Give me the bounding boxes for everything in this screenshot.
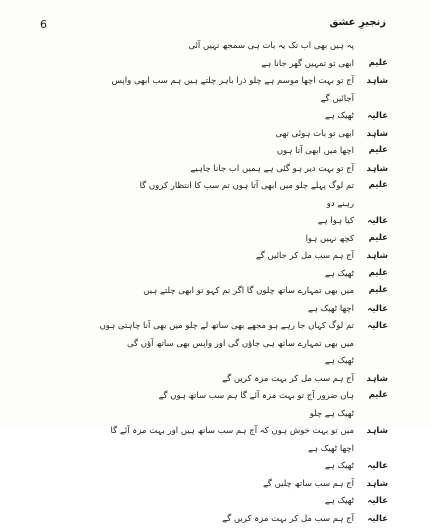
dialogue-line bbox=[88, 126, 388, 144]
speaker-name: عالیہ bbox=[358, 320, 388, 331]
dialogue-line bbox=[88, 458, 388, 476]
dialogue-text: ہاں ضرور آج تو بہت مزہ آئے گا ہم سب ساتھ ہوں گے bbox=[159, 390, 354, 401]
dialogue-text: کیا ہوا ہے bbox=[318, 215, 354, 226]
speaker-name: عالیہ bbox=[358, 513, 388, 524]
speaker-name: عالیہ bbox=[358, 495, 388, 506]
speaker-name: شاہد bbox=[358, 250, 388, 261]
dialogue-text: ابھی تو بات ہوئی تھی bbox=[276, 128, 354, 139]
dialogue-line bbox=[88, 161, 388, 179]
speaker-name: علیم bbox=[358, 233, 388, 243]
dialogue-text: رہنے دو bbox=[327, 198, 354, 209]
dialogue-line bbox=[88, 441, 388, 459]
speaker-name: عالیہ bbox=[358, 110, 388, 121]
dialogue-line bbox=[88, 336, 388, 354]
speaker-name: علیم bbox=[358, 390, 388, 400]
speaker-name: علیم bbox=[358, 180, 388, 190]
dialogue-line bbox=[88, 231, 388, 249]
dialogue-line bbox=[88, 56, 388, 74]
dialogue-text: ابھی تو تمہیں گھر جانا ہے bbox=[261, 58, 354, 69]
speaker-name: عالیہ bbox=[358, 215, 388, 226]
dialogue-text: اچھا ٹھیک ہے bbox=[308, 443, 354, 454]
dialogue-text: اچھا ٹھیک ہے bbox=[308, 303, 354, 314]
dialogue-text: کچھ نہیں ہوا bbox=[306, 233, 354, 244]
dialogue-line bbox=[88, 476, 388, 494]
speaker-name: علیم bbox=[358, 58, 388, 68]
dialogue-text: تم لوگ کہاں جا رہے ہو مجھے بھی ساتھ لے چلو میں بھی آنا چاہتی ہوں bbox=[100, 320, 354, 331]
dialogue-text: آج ہم سب مل کر بہت مزہ کریں گے bbox=[222, 373, 354, 384]
dialogue-line bbox=[88, 38, 388, 56]
dialogue-line bbox=[88, 353, 388, 371]
dialogue-text: ٹھیک ہے bbox=[325, 460, 354, 471]
speaker-name: شاہد bbox=[358, 478, 388, 489]
speaker-name: شاہد bbox=[358, 373, 388, 384]
dialogue-line bbox=[88, 178, 388, 196]
speaker-name: عالیہ bbox=[358, 460, 388, 471]
dialogue-text: آج ہم سب ساتھ چلیں گے bbox=[263, 478, 354, 489]
dialogue-line bbox=[88, 143, 388, 161]
dialogue-text: آجائیں گے bbox=[321, 93, 354, 104]
dialogue-text: میں تو بہت خوش ہوں کہ آج ہم سب ساتھ ہیں اور بہت مزہ آئے گا bbox=[111, 425, 354, 436]
dialogue-text: آج ہم سب مل کر بہت مزہ کریں گے bbox=[222, 513, 354, 524]
dialogue-line bbox=[88, 283, 388, 301]
speaker-name: شاہد bbox=[358, 163, 388, 174]
dialogue-text: ٹھیک ہے bbox=[325, 355, 354, 366]
speaker-name: شاہد bbox=[358, 75, 388, 86]
speaker-name: علیم bbox=[358, 268, 388, 278]
dialogue-text: تم لوگ پہلے چلو میں ابھی آتا ہوں تم سب کا انتظار کروں گا bbox=[140, 180, 354, 191]
dialogue-line bbox=[88, 301, 388, 319]
dialogue-line bbox=[88, 266, 388, 284]
dialogue-text: ٹھیک ہے bbox=[325, 110, 354, 121]
speaker-name: علیم bbox=[358, 285, 388, 295]
dialogue-line bbox=[88, 406, 388, 424]
speaker-name: عالیہ bbox=[358, 303, 388, 314]
dialogue-line bbox=[88, 493, 388, 511]
dialogue-line bbox=[88, 248, 388, 266]
speaker-name: شاہد bbox=[358, 425, 388, 436]
dialogue-text: میں بھی تمہارے ساتھ ہی جاؤں گی اور واپس بھی ساتھ آؤں گی bbox=[127, 338, 354, 349]
dialogue-line bbox=[88, 388, 388, 406]
dialogue-text: اچھا میں ابھی آتا ہوں bbox=[277, 145, 354, 156]
dialogue-line bbox=[88, 318, 388, 336]
dialogue-line bbox=[88, 371, 388, 389]
dialogue-line bbox=[88, 196, 388, 214]
running-head: زنجیرِ عشق bbox=[329, 17, 386, 28]
dialogue-text: پہ ہیں بھی اب تک یہ بات ہی سمجھ نہیں آئی bbox=[188, 40, 354, 51]
dialogue-line bbox=[88, 511, 388, 528]
script-body bbox=[88, 38, 388, 528]
dialogue-text: آج تو بہت دیر ہو گئی ہے ہمیں اب جانا چاہیے bbox=[190, 163, 354, 174]
speaker-name: شاہد bbox=[358, 128, 388, 139]
dialogue-text: آج تو بہت اچھا موسم ہے چلو ذرا باہر چلتے ہیں ہم سب ابھی واپس bbox=[112, 75, 354, 86]
dialogue-line bbox=[88, 108, 388, 126]
dialogue-line bbox=[88, 73, 388, 91]
dialogue-line bbox=[88, 213, 388, 231]
dialogue-text: ٹھیک ہے bbox=[325, 268, 354, 279]
dialogue-text: ٹھیک ہے bbox=[325, 495, 354, 506]
dialogue-line bbox=[88, 91, 388, 109]
page-number: 6 bbox=[40, 18, 47, 31]
dialogue-text: آج ہم سب مل کر جائیں گے bbox=[256, 250, 354, 261]
dialogue-line bbox=[88, 423, 388, 441]
dialogue-text: میں بھی تمہارے ساتھ چلوں گا اگر تم کہو تو ابھی چلتے ہیں bbox=[143, 285, 354, 296]
dialogue-text: ٹھیک ہے چلو bbox=[310, 408, 354, 419]
speaker-name: علیم bbox=[358, 145, 388, 155]
